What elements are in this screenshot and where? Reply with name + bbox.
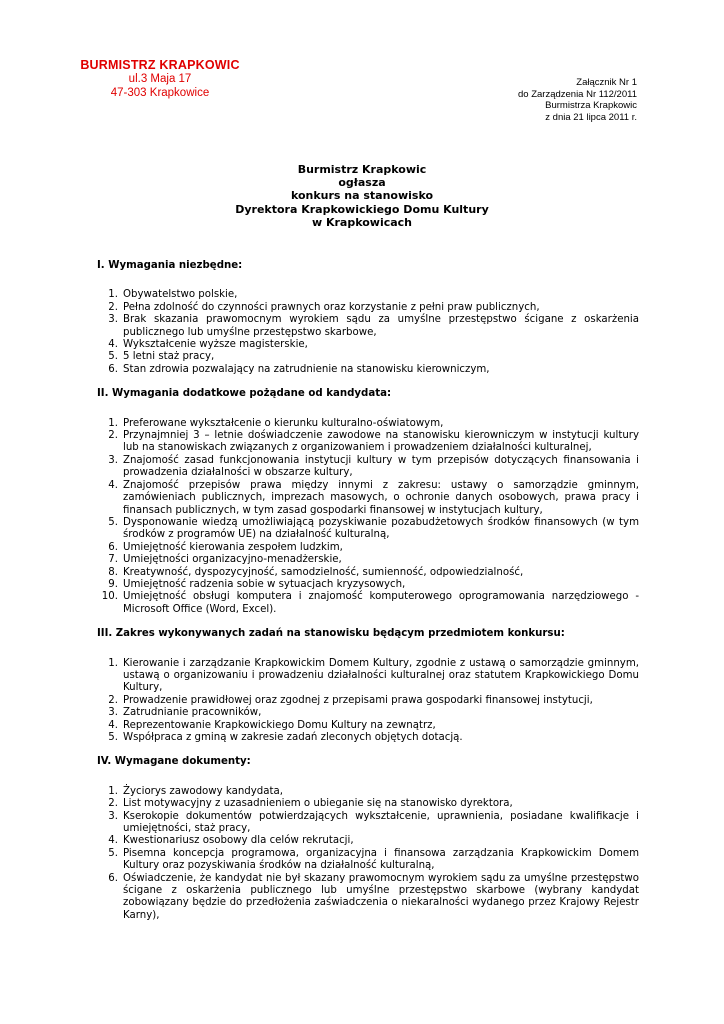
additional-requirements-list (97, 418, 639, 617)
item-number: 2. (108, 694, 118, 706)
list-item (97, 339, 639, 351)
item-text: Umiejętność kierowania zespołem ludzkim, (123, 541, 343, 553)
item-number: 4. (108, 479, 118, 491)
issuer-street: ul.3 Maja 17 (128, 73, 192, 85)
item-number: 5. (108, 847, 118, 859)
item-text: Kierowanie i zarządzanie Krapkowickim Domem Kultury, zgodnie z ustawą o samorządzie gminnym, ustawą o organizowaniu i prowadzeniu działalności kulturalnej oraz statutem Krapkowickiego Domu Kultury, (123, 657, 639, 694)
annex-line: Załącznik Nr 1 (576, 77, 637, 88)
item-text: Pełna zdolność do czynności prawnych oraz korzystanie z pełni praw publicznych, (123, 301, 540, 313)
list-item (97, 567, 639, 579)
heading-line: Dyrektora Krapkowickiego Domu Kultury (235, 202, 489, 216)
issuer-block (70, 58, 250, 100)
item-text: Współpraca z gminą w zakresie zadań zleconych objętych dotacją. (123, 732, 463, 743)
section-required-documents (97, 756, 639, 922)
item-number: 7. (108, 554, 118, 566)
section-additional-requirements (97, 388, 639, 616)
list-item (97, 554, 639, 566)
item-text: Pisemna koncepcja programowa, organizacyjna i finansowa zarządzania Krapkowickim Domem Kultury oraz pozyskiwania środków na działalność kulturalną, (123, 847, 639, 872)
list-item (97, 351, 639, 363)
item-number: 2. (108, 430, 118, 442)
annex-line: Burmistrza Krapkowic (545, 100, 637, 111)
item-text: Życiorys zawodowy kandydata, (123, 785, 283, 797)
item-number: 2. (108, 798, 118, 810)
list-item (97, 658, 639, 695)
annex-line: z dnia 21 lipca 2011 r. (545, 111, 637, 123)
list-item (97, 314, 639, 339)
item-text: Stan zdrowia pozwalający na zatrudnienie na stanowisku kierowniczym, (123, 363, 490, 375)
list-item (97, 798, 639, 810)
duties-list (97, 658, 639, 745)
item-number: 5. (108, 351, 118, 363)
item-number: 1. (108, 289, 118, 301)
annex-line: do Zarządzenia Nr 112/2011 (517, 88, 637, 100)
item-text: List motywacyjny z uzasadnieniem o ubieganie się na stanowisko dyrektora, (123, 798, 513, 810)
list-item (97, 418, 639, 430)
item-number: 8. (108, 566, 118, 578)
item-number: 1. (108, 785, 118, 797)
item-text: Zatrudnianie pracowników, (123, 707, 262, 719)
list-item (97, 591, 639, 616)
item-text: Brak skazania prawomocnym wyrokiem sądu za umyślne przestępstwo ścigane z oskarżenia publicznego lub umyślne przestępstwo skarbowe, (123, 314, 639, 338)
list-item (97, 430, 639, 455)
item-number: 2. (108, 301, 118, 313)
list-item (97, 835, 639, 847)
item-number: 6. (108, 541, 118, 553)
item-text: Umiejętności organizacyjno-menadżerskie, (123, 554, 342, 566)
list-item (97, 542, 639, 554)
document-body (97, 260, 639, 922)
list-item (97, 707, 639, 719)
section-scope-of-duties (97, 628, 639, 744)
heading-line: konkurs na stanowisko (290, 189, 434, 203)
item-text: Obywatelstwo polskie, (123, 289, 238, 301)
item-text: Preferowane wykształcenie o kierunku kulturalno-oświatowym, (123, 417, 444, 429)
documents-list (97, 786, 639, 922)
annex-reference (518, 77, 637, 123)
item-number: 4. (108, 719, 118, 731)
item-number: 6. (108, 872, 118, 884)
item-number: 5. (108, 732, 118, 743)
item-text: Dysponowanie wiedzą umożliwiającą pozyskiwanie pozabudżetowych środków finansowych (w tym środków z programów UE) na działalność kulturalną, (123, 516, 639, 541)
list-item (97, 786, 639, 798)
item-text: Kreatywność, dyspozycyjność, samodzielność, sumienność, odpowiedzialność, (123, 566, 524, 578)
item-number: 10. (101, 591, 118, 603)
section-title: III. Zakres wykonywanych zadań na stanowisku będącym przedmiotem konkursu: (97, 628, 565, 640)
section-requirements (97, 260, 639, 376)
requirements-list (97, 289, 639, 376)
item-text: Kwestionariusz osobowy dla celów rekrutacji, (123, 835, 354, 847)
item-number: 1. (108, 417, 118, 429)
list-item (97, 732, 639, 744)
item-text: Reprezentowanie Krapkowickiego Domu Kultury na zewnątrz, (123, 719, 436, 731)
item-text: Oświadczenie, że kandydat nie był skazany prawomocnym wyrokiem sądu za umyślne przestępstwo ścigane z oskarżenia publicznego lub umyślne przestępstwo skarbowe (wybrany kandydat zobowiązany będzie do przedłożenia zaświadczenia o niekaralności wydanego przez Krajowy Rejestr Karny), (123, 872, 639, 921)
item-number: 4. (108, 835, 118, 847)
section-title: II. Wymagania dodatkowe pożądane od kandydata: (97, 388, 392, 400)
section-title: I. Wymagania niezbędne: (97, 260, 243, 271)
item-text: Znajomość zasad funkcjonowania instytucji kultury w tym przepisów dotyczących finansowania i prowadzenia działalności w obszarze kultury, (123, 454, 639, 479)
issuer-city: 47-303 Krapkowice (110, 87, 210, 99)
item-number: 3. (108, 810, 118, 822)
item-number: 9. (108, 578, 118, 590)
item-text: Umiejętność obsługi komputera i znajomość komputerowego oprogramowania narzędziowego - Microsoft Office (Word, Excel). (123, 591, 639, 615)
item-number: 3. (108, 707, 118, 719)
heading-line: Burmistrz Krapkowic (297, 163, 427, 176)
item-number: 3. (108, 314, 118, 326)
item-text: Znajomość przepisów prawa między innymi z zakresu: ustawy o samorządzie gminnym, zamówieniach publicznych, imprezach masowych, o ochronie danych osobowych, prawa pracy i finansach publicznych, w tym zasad gospodarki finansowej w instytucjach kultury, (123, 479, 639, 516)
list-item (97, 289, 639, 301)
item-number: 4. (108, 339, 118, 351)
announcement-heading (0, 163, 724, 229)
heading-line: ogłasza (338, 176, 386, 190)
item-number: 6. (108, 363, 118, 375)
heading-line: w Krapkowicach (311, 215, 413, 229)
item-text: Umiejętność radzenia sobie w sytuacjach kryzysowych, (123, 578, 406, 590)
list-item (97, 455, 639, 480)
list-item (97, 480, 639, 517)
list-item (97, 720, 639, 732)
item-number: 3. (108, 454, 118, 466)
item-text: 5 letni staż pracy, (123, 351, 215, 363)
section-title: IV. Wymagane dokumenty: (97, 756, 251, 768)
item-text: Kserokopie dokumentów potwierdzających wykształcenie, uprawnienia, posiadane kwalifikacje i umiejętności, staż pracy, (123, 810, 639, 835)
item-text: Wykształcenie wyższe magisterskie, (123, 339, 308, 351)
list-item (97, 579, 639, 591)
list-item (97, 517, 639, 542)
list-item (97, 811, 639, 836)
item-text: Prowadzenie prawidłowej oraz zgodnej z przepisami prawa gospodarki finansowej instytucji, (123, 694, 593, 706)
list-item (97, 302, 639, 314)
list-item (97, 873, 639, 923)
item-number: 5. (108, 516, 118, 528)
item-text: Przynajmniej 3 – letnie doświadczenie zawodowe na stanowisku kierowniczym w instytucji kultury lub na stanowiskach związanych z organizowaniem i prowadzeniem działalności kulturalnej, (123, 430, 639, 454)
item-number: 1. (108, 657, 118, 669)
list-item (97, 364, 639, 376)
list-item (97, 695, 639, 707)
list-item (97, 848, 639, 873)
issuer-name: BURMISTRZ KRAPKOWIC (80, 58, 240, 72)
